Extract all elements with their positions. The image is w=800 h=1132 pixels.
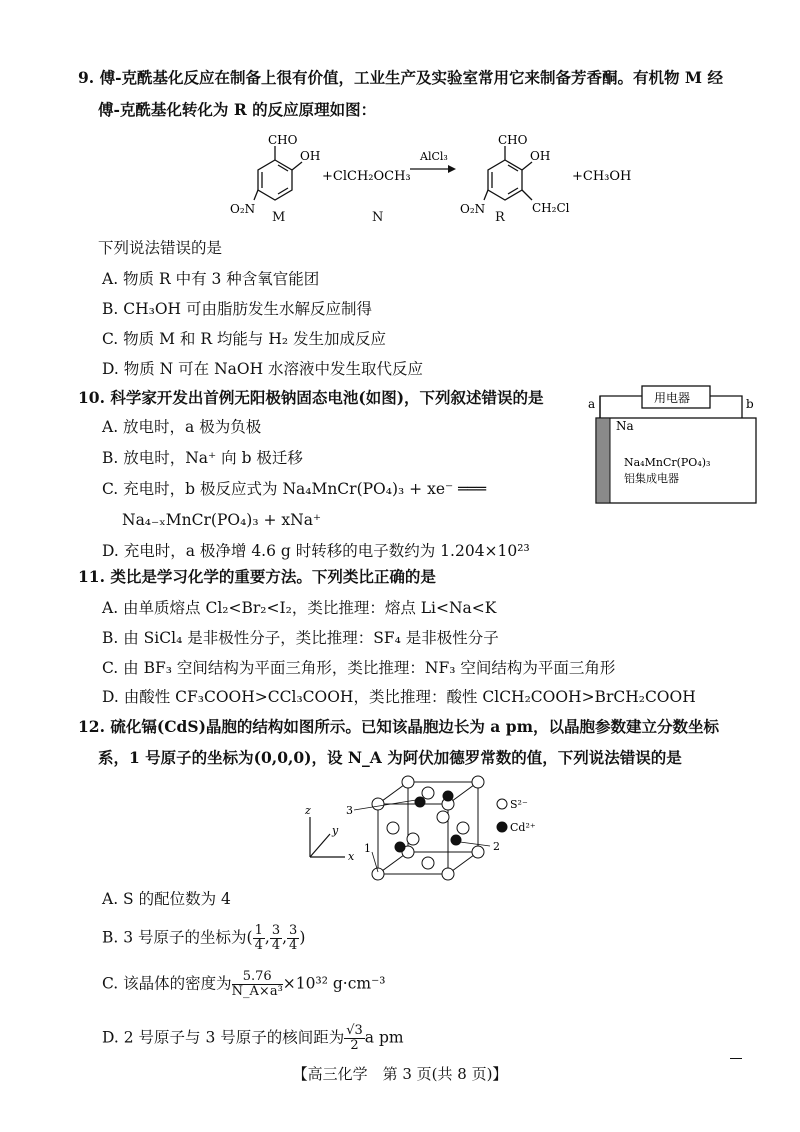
f2-den: 4 bbox=[271, 938, 281, 953]
battery-diagram bbox=[582, 378, 760, 506]
device-label: 用电器 bbox=[654, 391, 691, 405]
q12-b-suffix: ) bbox=[299, 928, 306, 947]
cathode-collector: 铝集成电器 bbox=[624, 472, 679, 485]
q9-option-a: A. 物质 R 中有 3 种含氧官能团 bbox=[102, 270, 320, 288]
distance-fraction bbox=[344, 1024, 365, 1053]
q12-option-c bbox=[102, 970, 385, 999]
reagent-n: +ClCH₂OCH₃ bbox=[322, 169, 411, 184]
r-ch2cl: CH₂Cl bbox=[532, 201, 570, 215]
cds-crystal-diagram bbox=[290, 772, 560, 882]
density-fraction bbox=[232, 970, 283, 999]
q10-option-a: A. 放电时，a 极为负极 bbox=[102, 418, 262, 436]
cathode-formula: Na₄MnCr(PO₄)₃ bbox=[624, 456, 711, 469]
legend-cd-marker bbox=[497, 822, 507, 832]
q10-option-c-cont: Na₄₋ₓMnCr(PO₄)₃ + xNa⁺ bbox=[122, 511, 322, 529]
axis-z-label: z bbox=[305, 804, 311, 817]
r-cho: CHO bbox=[498, 133, 528, 147]
atom-1-label: 1 bbox=[364, 842, 371, 855]
q12-c-prefix: C. 该晶体的密度为 bbox=[102, 974, 232, 993]
f1-den: 4 bbox=[254, 938, 263, 953]
label-m: M bbox=[272, 210, 286, 225]
q9-stem-line2: 傅-克酰基化转化为 R 的反应原理如图： bbox=[98, 100, 377, 119]
q12-option-d bbox=[102, 1024, 404, 1053]
q12-stem-line1: 12. 硫化镉(CdS)晶胞的结构如图所示。已知该晶胞边长为 a pm，以晶胞参数建立分数坐标 bbox=[78, 717, 719, 736]
cd-atoms bbox=[395, 791, 461, 852]
q10-option-b: B. 放电时，Na⁺ 向 b 极迁移 bbox=[102, 449, 303, 467]
r-oh: OH bbox=[530, 149, 551, 163]
m-cho: CHO bbox=[268, 133, 298, 147]
m-no2: O₂N bbox=[230, 202, 256, 216]
q10-option-c: C. 充电时，b 极反应式为 Na₄MnCr(PO₄)₃ + xe⁻ ═══ bbox=[102, 480, 487, 498]
q9-stem-line1: 9. 傅-克酰基化反应在制备上很有价值，工业生产及实验室常用它来制备芳香酮。有机物 M 经 bbox=[78, 68, 723, 87]
q12-d-suffix: a pm bbox=[364, 1028, 404, 1047]
byproduct: +CH₃OH bbox=[572, 169, 632, 184]
distance-num: √3 bbox=[346, 1023, 363, 1038]
electrode-a-label: a bbox=[588, 397, 596, 411]
catalyst-alcl3: AlCl₃ bbox=[420, 150, 448, 163]
axis-y-label: y bbox=[332, 824, 339, 837]
r-no2: O₂N bbox=[460, 202, 486, 216]
q9-prompt: 下列说法错误的是 bbox=[98, 239, 223, 257]
m-oh: OH bbox=[300, 149, 321, 163]
density-num: 5.76 bbox=[232, 970, 283, 985]
fraction-1 bbox=[253, 924, 265, 953]
q11-option-a: A. 由单质熔点 Cl₂<Br₂<I₂，类比推理：熔点 Li<Na<K bbox=[102, 599, 497, 617]
q11-option-b: B. 由 SiCl₄ 是非极性分子，类比推理：SF₄ 是非极性分子 bbox=[102, 629, 499, 647]
q11-stem: 11. 类比是学习化学的重要方法。下列类比正确的是 bbox=[78, 567, 436, 586]
fraction-2 bbox=[270, 924, 282, 953]
molecule-r bbox=[484, 146, 532, 200]
density-den: N_A×a³ bbox=[231, 984, 283, 999]
label-r: R bbox=[495, 210, 505, 225]
q11-option-c: C. 由 BF₃ 空间结构为平面三角形，类比推理：NF₃ 空间结构为平面三角形 bbox=[102, 659, 616, 677]
distance-den: 2 bbox=[350, 1038, 359, 1053]
q12-option-b: B. 3 号原子的坐标为( $\frac{1}{4}$ , $\frac{3}{4}$ , $\frac{3}{4}$ ) bbox=[102, 923, 306, 953]
footer-dash bbox=[730, 1058, 742, 1059]
arrow-head bbox=[448, 165, 456, 173]
f2-num: 3 bbox=[271, 923, 281, 938]
q11-option-d: D. 由酸性 CF₃COOH>CCl₃COOH，类比推理：酸性 ClCH₂COOH>BrCH₂COOH bbox=[102, 688, 696, 706]
q12-d-prefix: D. 2 号原子与 3 号原子的核间距为 bbox=[102, 1028, 345, 1047]
q12-stem-line2: 系，1 号原子的坐标为(0,0,0)，设 N_A 为阿伏加德罗常数的值，下列说法错误的是 bbox=[98, 748, 682, 767]
q9-option-c: C. 物质 M 和 R 均能与 H₂ 发生加成反应 bbox=[102, 330, 386, 348]
electrode-b-label: b bbox=[746, 397, 754, 411]
atom-3-label: 3 bbox=[346, 804, 353, 817]
f1-num: 1 bbox=[254, 923, 263, 938]
sodium-label: Na bbox=[616, 419, 634, 433]
q9-option-d: D. 物质 N 可在 NaOH 水溶液中发生取代反应 bbox=[102, 360, 424, 378]
legend-s-marker bbox=[497, 799, 507, 809]
legend-s: S²⁻ bbox=[510, 798, 528, 811]
f3-den: 4 bbox=[289, 938, 298, 953]
q12-option-a: A. S 的配位数为 4 bbox=[102, 890, 231, 908]
q12-c-suffix: ×10³² g·cm⁻³ bbox=[282, 974, 386, 993]
q10-stem: 10. 科学家开发出首例无阳极钠固态电池(如图)，下列叙述错误的是 bbox=[78, 388, 544, 407]
molecule-m bbox=[254, 146, 302, 200]
s-atoms bbox=[372, 776, 484, 880]
f3-num: 3 bbox=[289, 923, 298, 938]
page-footer: 【高三化学 第 3 页(共 8 页)】 bbox=[292, 1065, 508, 1083]
q9-option-b: B. CH₃OH 可由脂肪发生水解反应制得 bbox=[102, 300, 372, 318]
q12-b-prefix: B. 3 号原子的坐标为( bbox=[102, 928, 253, 947]
label-n: N bbox=[372, 210, 384, 225]
axis-x-label: x bbox=[348, 850, 355, 863]
atom-2-label: 2 bbox=[493, 840, 500, 853]
fraction-3 bbox=[287, 924, 299, 953]
q10-option-d: D. 充电时，a 极净增 4.6 g 时转移的电子数约为 1.204×10²³ bbox=[102, 542, 530, 560]
legend-cd: Cd²⁺ bbox=[510, 821, 536, 834]
